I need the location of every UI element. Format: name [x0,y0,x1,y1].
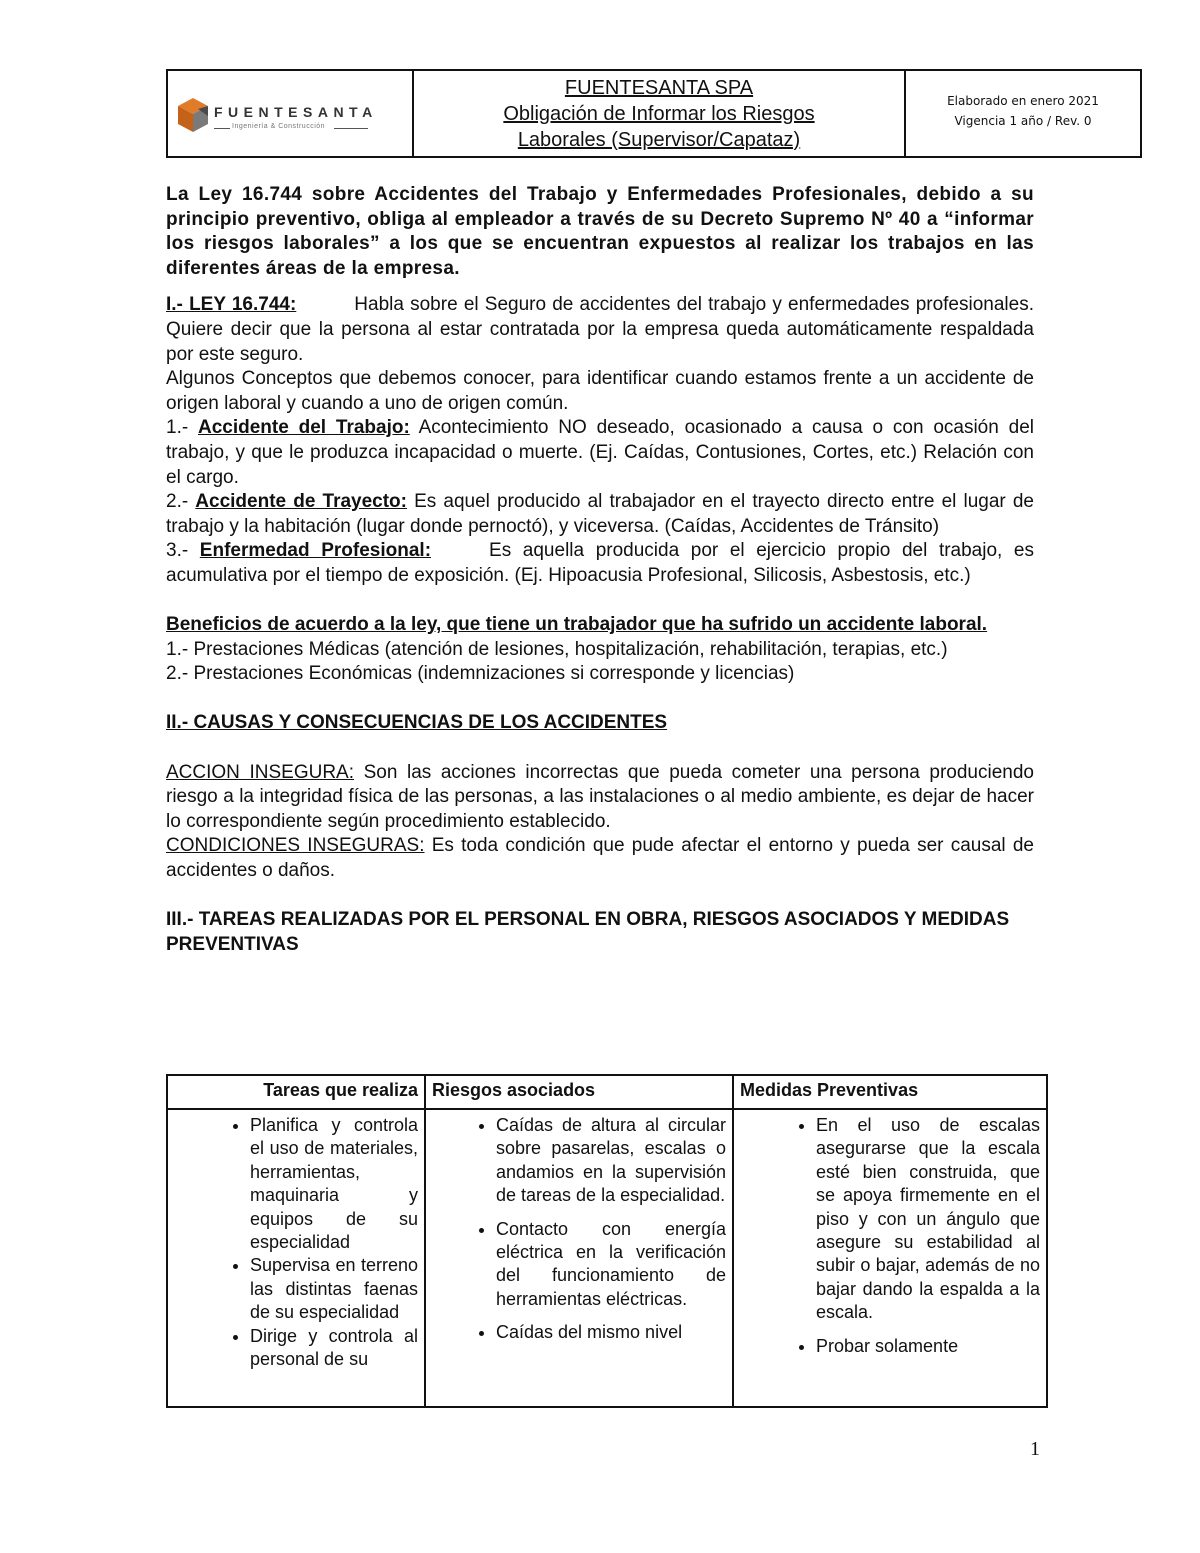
measures-cell [733,1109,1047,1407]
document-body [166,183,1034,957]
tasks-cell [167,1109,425,1407]
list-item: • Supervisa en terreno las distintas faenas de su especialidad [250,1254,418,1324]
section-2-heading: II.- CAUSAS Y CONSECUENCIAS DE LOS ACCIDENTES [166,712,668,734]
logo-cube-icon [176,96,210,134]
concept-term: Enfermedad Profesional: [199,540,432,562]
concept-number: 3.- [166,540,200,562]
elaborated-date: Elaborado en enero 2021 [947,94,1099,108]
document-title-line-1: Obligación de Informar los Riesgos [503,103,815,125]
benefit-item-1: 1.- Prestaciones Médicas (atención de lesiones, hospitalización, rehabilitación, terapias, etc.) [166,638,948,660]
table-header-row [167,1075,1047,1109]
concept-text: Es aquel producido al trabajador en el trayecto directo entre el lugar de trabajo y la habitación (lugar donde pernoctó), y viceversa. (Caídas, Accidentes de Tránsito) [166,491,1034,537]
list-item: • En el uso de escalas asegurarse que la escala esté bien construida, que se apoya firmemente en el piso y con un ángulo que asegure su estabilidad al subir o bajar, además de no bajar dando la espalda a la escala. [816,1114,1040,1325]
concept-text: Acontecimiento NO deseado, ocasionado a causa o con ocasión del trabajo, y que le produzca incapacidad o muerte. (Ej. Caídas, Contusiones, Cortes, etc.) Relación con el cargo. [166,417,1034,488]
concept-item-3 [166,539,1034,588]
table-header-measures: Medidas Preventivas [733,1075,1047,1109]
logo-tagline: Ingeniería & Construcción [232,123,326,130]
page-number: 1 [1030,1438,1040,1460]
list-item: • Caídas de altura al circular sobre pasarelas, escalas o andamios en la supervisión de tareas de la especialidad. [496,1114,726,1208]
section-3-heading: III.- TAREAS REALIZADAS POR EL PERSONAL EN OBRA, RIESGOS ASOCIADOS Y MEDIDAS PREVENTIVAS [166,909,1010,955]
concept-term: Accidente de Trayecto: [195,491,407,513]
list-item: • Contacto con energía eléctrica en la verificación del funcionamiento de herramientas eléctricas. [496,1218,726,1312]
section-1-paragraph [166,293,1034,367]
list-item: • Probar solamente [816,1335,1040,1358]
concept-text: Es aquella producida por el ejercicio propio del trabajo, es acumulativa por el tiempo de exposición. (Ej. Hipoacusia Profesional, Silicosis, Asbestosis, etc.) [166,540,1034,586]
unsafe-act-term: ACCION INSEGURA: [166,761,354,783]
list-item: • Planifica y controla el uso de materiales, herramientas, maquinaria y equipos de su especialidad [250,1114,418,1254]
concept-number: 1.- [166,417,198,439]
intro-paragraph: La Ley 16.744 sobre Accidentes del Trabajo y Enfermedades Profesionales, debido a su principio preventivo, obliga al empleador a través de su Decreto Supremo Nº 40 a “informar los riesgos laborales” a los que se encuentran expuestos al realizar los trabajos en las diferentes áreas de la empresa. [166,184,1034,279]
company-logo [168,71,414,156]
unsafe-condition-text: Es toda condición que pude afectar el entorno y pueda ser causal de accidentes o daños. [166,835,1034,882]
company-name: FUENTESANTA SPA [564,77,754,99]
concept-number: 2.- [166,491,196,513]
table-header-tasks: Tareas que realiza [167,1075,425,1109]
table-row [167,1109,1047,1407]
unsafe-condition-term: CONDICIONES INSEGURAS: [166,835,425,857]
logo-rule-right [334,128,368,129]
document-meta [906,71,1140,156]
logo-rule-left [214,128,230,129]
validity-revision: Vigencia 1 año / Rev. 0 [954,114,1092,128]
risks-cell [425,1109,733,1407]
risk-table [166,1074,1048,1408]
unsafe-condition-paragraph [166,834,1034,883]
benefit-item-2: 2.- Prestaciones Económicas (indemnizaciones si corresponde y licencias) [166,663,795,685]
unsafe-act-paragraph [166,761,1034,835]
table-header-risks: Riesgos asociados [425,1075,733,1109]
logo-wordmark: FUENTESANTA [214,104,378,120]
concept-item-2 [166,490,1034,539]
list-item: • Caídas del mismo nivel [496,1321,726,1344]
section-1-heading: I.- LEY 16.744: [166,294,297,316]
concept-item-1 [166,416,1034,490]
concepts-intro: Algunos Conceptos que debemos conocer, para identificar cuando estamos frente a un accidente de origen laboral y cuando a uno de origen común. [166,368,1034,414]
benefits-heading: Beneficios de acuerdo a la ley, que tiene un trabajador que ha sufrido un accidente laboral. [166,614,988,636]
unsafe-act-text: Son las acciones incorrectas que pueda cometer una persona produciendo riesgo a la integridad física de las personas, a las instalaciones o al medio ambiente, es dejar de hacer lo correspondiente según procedimiento establecido. [166,761,1034,832]
document-header [166,69,1142,158]
section-1-text: Habla sobre el Seguro de accidentes del trabajo y enfermedades profesionales. Quiere decir que la persona al estar contratada por la empresa queda automáticamente respaldada por este seguro. [166,294,1034,365]
list-item: • Dirige y controla al personal de su [250,1325,418,1372]
document-title-block [414,71,906,156]
document-title-line-2: Laborales (Supervisor/Capataz) [517,129,801,151]
concept-term: Accidente del Trabajo: [198,417,410,439]
